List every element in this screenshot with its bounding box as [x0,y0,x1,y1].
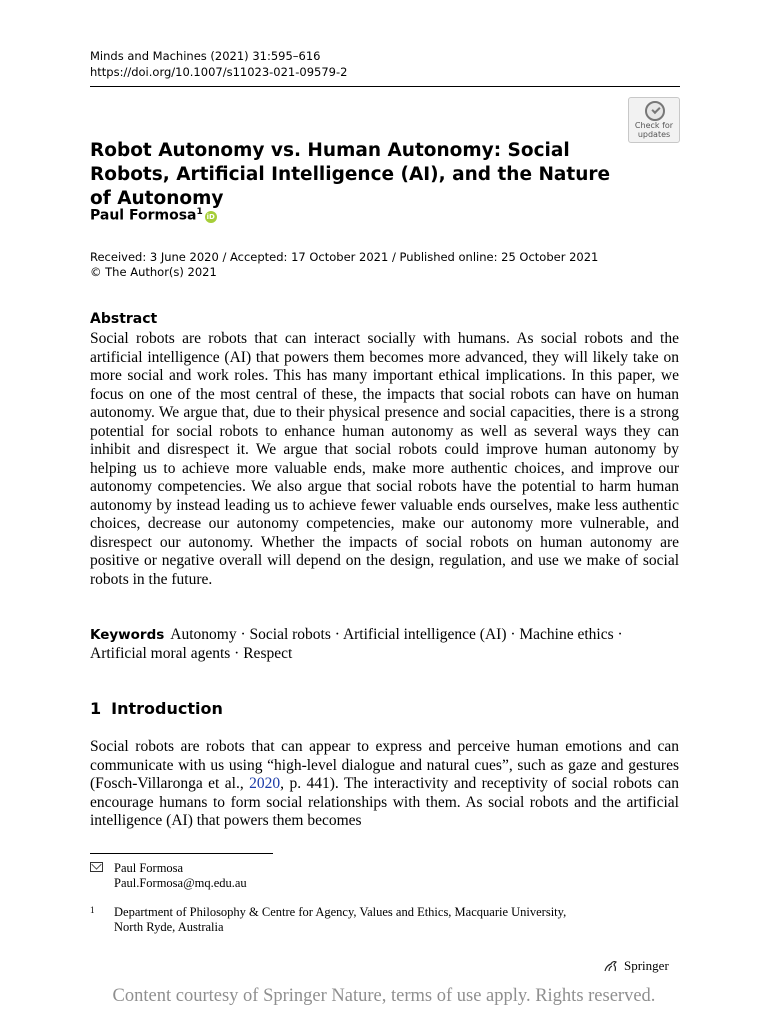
keywords-list: Autonomy · Social robots · Artificial intelligence (AI) · Machine ethics · Artificial moral agents · Respect [90,626,623,662]
journal-citation: Minds and Machines (2021) 31:595–616 [90,49,321,63]
check-updates-line2: updates [637,130,671,139]
corresponding-author [114,861,247,891]
check-updates-icon [645,101,665,121]
check-for-updates-badge[interactable] [628,97,680,143]
affiliation [114,905,674,935]
publisher-logo [603,958,669,974]
history-dates: Received: 3 June 2020 / Accepted: 17 October 2021 / Published online: 25 October 2021 [90,250,599,264]
author-affil-sup: 1 [196,207,203,217]
intro-text-2: , p. 441). The interactivity and receptivity of social robots can encourage humans to form social relationships with them. As social robots and the artificial intelligence (AI) that powers them becomes [90,775,679,829]
springer-horse-icon [603,959,619,973]
article-title: Robot Autonomy vs. Human Autonomy: Social Robots, Artificial Intelligence (AI), and the Nature of Autonomy [90,140,611,209]
header-rule [90,86,680,87]
keywords [90,626,679,663]
check-updates-line1: Check for [634,121,674,130]
contact-email[interactable]: Paul.Formosa@mq.edu.au [114,876,247,890]
publication-dates [90,250,598,280]
orcid-icon[interactable]: iD [206,212,215,221]
keywords-label: Keywords [90,627,165,643]
contact-name: Paul Formosa [114,861,184,875]
envelope-icon [90,862,103,872]
abstract-heading: Abstract [90,311,158,327]
affiliation-line1: Department of Philosophy & Centre for Agency, Values and Ethics, Macquarie University, [114,905,567,919]
introduction-paragraph [90,738,679,831]
doi-link[interactable]: https://doi.org/10.1007/s11023-021-09579-2 [90,65,348,79]
affiliation-number: 1 [90,905,95,915]
affiliation-line2: North Ryde, Australia [114,920,224,934]
author-name[interactable]: Paul Formosa [90,207,197,224]
footnote-rule [90,853,273,854]
copyright: © The Author(s) 2021 [90,265,217,279]
intro-text-1: Social robots are robots that can appear to express and perceive human emotions and can communicate with us using “high-level dialogue and natural cues”, such as gaze and gestures (Fosch-Villaronga et al., [90,738,679,792]
section-heading-introduction [90,699,223,718]
journal-header [90,48,347,80]
citation-link[interactable]: 2020 [249,775,281,792]
publisher-name: Springer [624,958,669,973]
abstract-text: Social robots are robots that can interact socially with humans. As social robots and the artificial intelligence (AI) that powers them becomes more advanced, they will likely take on more social and work roles. This has many important ethical implications. In this paper, we focus on one of the most central of these, the impacts that social robots can have on human autonomy. We argue that, due to their physical presence and social capacities, there is a strong potential for social robots to enhance human autonomy as well as several ways they can inhibit and disrespect it. We argue that social robots could improve human autonomy by helping us to achieve more valuable ends, make more authentic choices, and improve our autonomy competencies. We also argue that social robots have the potential to harm human autonomy by instead leading us to achieve fewer valuable ends ourselves, make less authentic choices, decrease our autonomy competencies, make our autonomy more vulnerable, and disrespect our autonomy. Whether the impacts of social robots on human autonomy are positive or negative overall will depend on the design, regulation, and use we make of social robots in the future. [90,330,679,588]
section-title: Introduction [111,699,223,718]
author-line [90,207,217,224]
section-number: 1 [90,699,102,718]
rights-watermark: Content courtesy of Springer Nature, terms of use apply. Rights reserved. [112,986,656,1006]
